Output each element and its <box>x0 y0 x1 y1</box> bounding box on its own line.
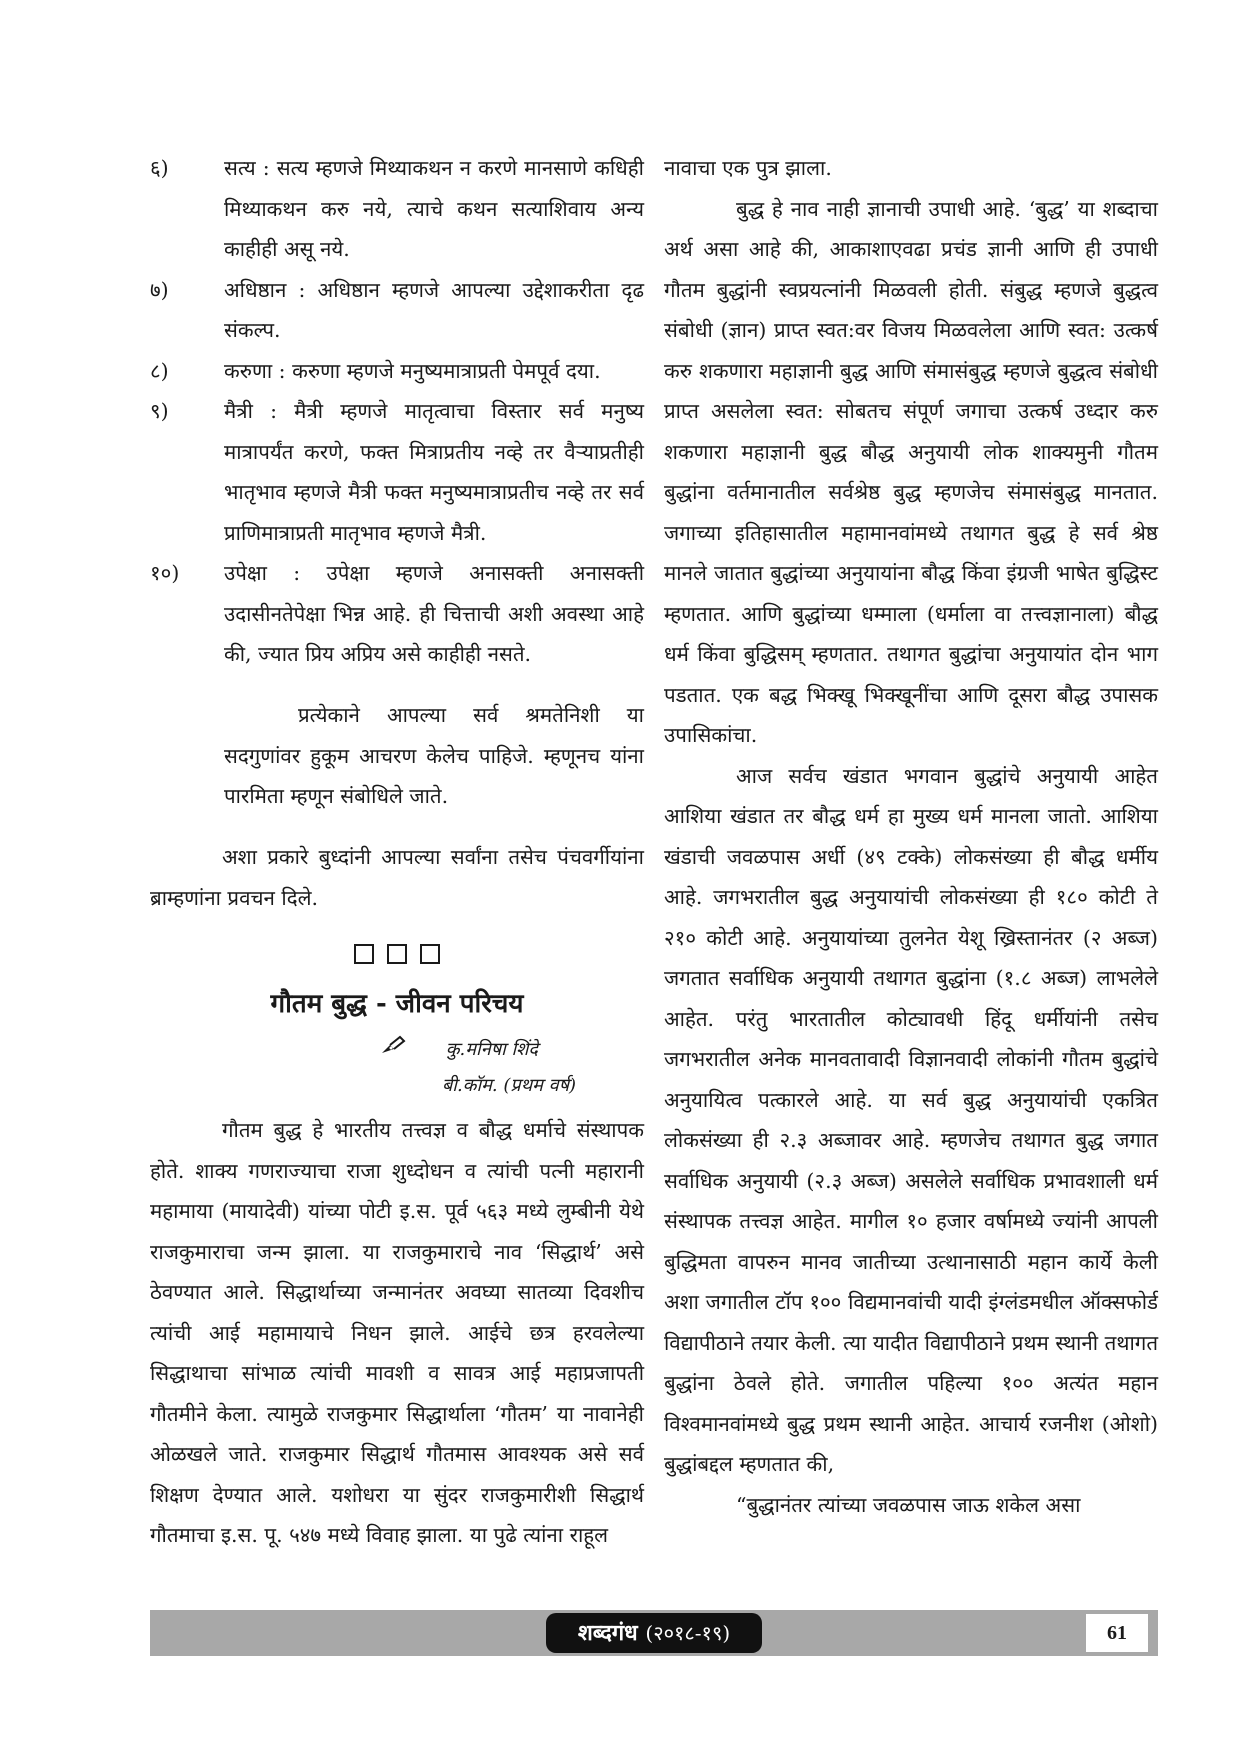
article-paragraph: गौतम बुद्ध हे भारतीय तत्त्वज्ञ व बौद्ध धर्माचे संस्थापक होते. शाक्य गणराज्याचा राजा शुध्दोधन व त्यांची पत्नी महारानी महामाया (मायादेवी) यांच्या पोटी इ.स. पूर्व ५६३ मध्ये लुम्बीनी येथे राजकुमाराचा जन्म झाला. या राजकुमाराचे नाव ‘सिद्धार्थ’ असे ठेवण्यात आले. सिद्धार्थाच्या जन्मानंतर अवघ्या सातव्या दिवशीच त्यांची आई महामायाचे निधन झाले. आईचे छत्र हरवलेल्या सिद्धाथाचा सांभाळ त्यांची मावशी व सावत्र आई महाप्रजापती गौतमीने केला. त्यामुळे राजकुमार सिद्धार्थाला ‘गौतम’ या नावानेही ओळखले जाते. राजकुमार सिद्धार्थ गौतमास आवश्यक असे सर्व शिक्षण देण्यात आले. यशोधरा या सुंदर राजकुमारीशी सिद्धार्थ गौतमाचा इ.स. पू. ५४७ मध्ये विवाह झाला. या पुढे त्यांना राहूल <box>150 1118 644 1547</box>
author-name: कु.मनिषा शिंदे <box>445 1039 538 1060</box>
list-number: ६) <box>150 156 169 180</box>
article-paragraph: बुद्ध हे नाव नाही ज्ञानाची उपाधी आहे. ‘बुद्ध’ या शब्दाचा अर्थ असा आहे की, आकाशाएवढा प्रचंड ज्ञानी आणि ही उपाधी गौतम बुद्धांनी स्वप्रयत्नांनी मिळवली होती. संबुद्ध म्हणजे बुद्धत्व संबोधी (ज्ञान) प्राप्त स्वत:वर विजय मिळवलेला आणि स्वत: उत्कर्ष करु शकणारा महाज्ञानी बुद्ध आणि संमासंबुद्ध म्हणजे बुद्धत्व संबोधी प्राप्त असलेला स्वत: सोबतच संपूर्ण जगाचा उत्कर्ष उध्दार करु शकणारा महाज्ञानी बुद्ध बौद्ध अनुयायी लोक शाक्यमुनी गौतम बुद्धांना वर्तमानातील सर्वश्रेष्ठ बुद्ध म्हणजेच संमासंबुद्ध मानतात. जगाच्या इतिहासातील महामानवांमध्ये तथागत बुद्ध हे सर्व श्रेष्ठ मानले जातात बुद्धांच्या अनुयायांना बौद्ध किंवा इंग्रजी भाषेत बुद्धिस्ट म्हणतात. आणि बुद्धांच्या धम्माला (धर्माला वा तत्त्वज्ञानाला) बौद्ध धर्म किंवा बुद्धिसम् म्हणतात. तथागत बुद्धांचा अनुयायांत दोन भाग पडतात. एक बद्ध भिक्खू भिक्खूनींचा आणि दूसरा बौद्ध उपासक उपासिकांचा. <box>664 196 1158 747</box>
list-text: अधिष्ठान : अधिष्ठान म्हणजे आपल्या उद्देशाकरीता दृढ संकल्प. <box>224 277 644 342</box>
list-text: सत्य : सत्य म्हणजे मिथ्याकथन न करणे मानसाणे कधिही मिथ्याकथन करु नये, त्याचे कथन सत्याशिवाय अन्य काहीही असू नये. <box>224 156 644 261</box>
divider-square-icon <box>420 944 440 964</box>
left-column <box>150 148 644 1556</box>
magazine-year: (२०१८-१९) <box>645 1621 731 1645</box>
list-item <box>150 270 644 351</box>
list-number: ८) <box>150 358 169 383</box>
divider-square-icon <box>354 944 374 964</box>
magazine-name: शब्दगंध <box>577 1620 638 1646</box>
right-column <box>664 148 1158 1525</box>
author-block <box>150 1032 644 1104</box>
continued-paragraph: नावाचा एक पुत्र झाला. <box>664 156 832 180</box>
list-text: उपेक्षा : उपेक्षा म्हणजे अनासक्ती अनासक्ती उदासीनतेपेक्षा भिन्न आहे. ही चित्ताची अशी अवस्था आहे की, ज्यात प्रिय अप्रिय असे काहीही नसते. <box>224 561 644 666</box>
pen-nib-icon <box>380 1032 406 1068</box>
list-text: करुणा : करुणा म्हणजे मनुष्यमात्राप्रती पेमपूर्व दया. <box>224 358 601 383</box>
page-number: 61 <box>1086 1614 1148 1652</box>
author-class: बी.कॉम. (प्रथम वर्ष) <box>442 1075 577 1096</box>
magazine-name-badge <box>546 1613 762 1653</box>
section-divider <box>150 932 644 972</box>
article-paragraph: आज सर्वच खंडात भगवान बुद्धांचे अनुयायी आहेत आशिया खंडात तर बौद्ध धर्म हा मुख्य धर्म मानला जातो. आशिया खंडाची जवळपास अर्धी (४९ टक्के) लोकसंख्या ही बौद्ध धर्मीय आहे. जगभरातील बुद्ध अनुयायांची लोकसंख्या ही १८० कोटी ते २१० कोटी आहे. अनुयायांच्या तुलनेत येशू ख्रिस्तानंतर (२ अब्ज) जगतात सर्वाधिक अनुयायी तथागत बुद्धांना (१.८ अब्ज) लाभलेले आहेत. परंतु भारतातील कोट्यावधी हिंदू धर्मीयांनी तसेच जगभरातील अनेक मानवतावादी विज्ञानवादी लोकांनी गौतम बुद्धांचे अनुयायित्व पत्कारले आहे. या सर्व बुद्ध अनुयायांची एकत्रित लोकसंख्या ही २.३ अब्जावर आहे. म्हणजेच तथागत बुद्ध जगात सर्वाधिक अनुयायी (२.३ अब्ज) असलेले सर्वाधिक प्रभावशाली धर्म संस्थापक तत्त्वज्ञ आहेत. मागील १० हजार वर्षामध्ये ज्यांनी आपली बुद्धिमता वापरुन मानव जातीच्या उत्थानासाठी महान कार्ये केली अशा जगातील टॉप १०० विद्यमानवांची यादी इंग्लंडमधील ऑक्सफोर्ड विद्यापीठाने तयार केली. त्या यादीत विद्यापीठाने प्रथम स्थानी तथागत बुद्धांना ठेवले होते. जगातील पहिल्या १०० अत्यंत महान विश्वमानवांमध्ये बुद्ध प्रथम स्थानी आहेत. आचार्य रजनीश (ओशो) बुद्धांबद्दल म्हणतात की, <box>664 763 1158 1476</box>
list-item <box>150 148 644 270</box>
page-footer <box>150 1610 1158 1656</box>
divider-square-icon <box>387 944 407 964</box>
list-number: ९) <box>150 399 169 423</box>
list-item <box>150 553 644 675</box>
list-item <box>150 351 644 392</box>
list-text: मैत्री : मैत्री म्हणजे मातृत्वाचा विस्तार सर्व मनुष्य मात्रापर्यंत करणे, फक्त मित्राप्रतीय नव्हे तर वैऱ्याप्रतीही भातृभाव म्हणजे मैत्री फक्त मनुष्यमात्राप्रतीच नव्हे तर सर्व प्राणिमात्राप्रती मातृभाव म्हणजे मैत्री. <box>224 399 644 545</box>
closing-paragraph: प्रत्येकाने आपल्या सर्व श्रमतेनिशी या सदगुणांवर हुकूम आचरण केलेच पाहिजे. म्हणूनच यांना पारमिता म्हणून संबोधिले जाते. <box>224 703 644 808</box>
closing-paragraph: अशा प्रकारे बुध्दांनी आपल्या सर्वांना तसेच पंचवर्गीयांना ब्राम्हणांना प्रवचन दिले. <box>150 845 644 910</box>
list-item <box>150 391 644 553</box>
list-number: ७) <box>150 277 169 302</box>
list-number: १०) <box>150 561 180 585</box>
quote-paragraph: “बुद्धानंतर त्यांच्या जवळपास जाऊ शकेल असा <box>736 1492 1081 1517</box>
article-title: गौतम बुद्ध - जीवन परिचय <box>270 989 524 1019</box>
